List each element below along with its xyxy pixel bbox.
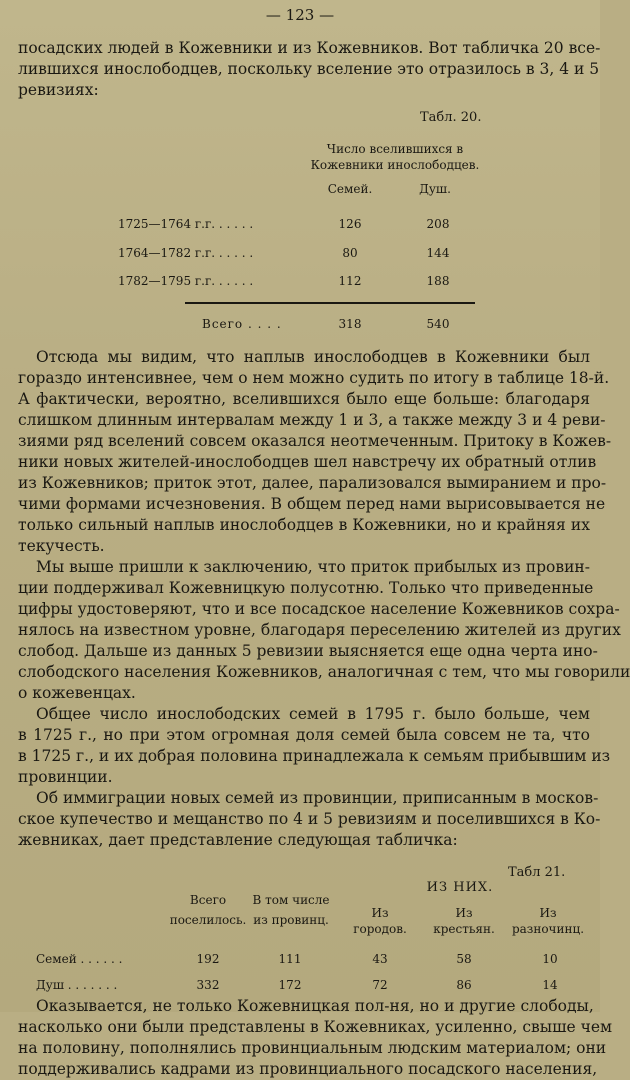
table-21-row-label: Семей . . . . . . (36, 952, 123, 966)
table-21-iz-nih: ИЗ НИХ. (426, 880, 494, 895)
text-line: провинции. (18, 768, 113, 786)
table-20-families: 126 (338, 217, 362, 231)
text-line: чими формами исчезновения. В общем перед нами вырисовывается не (18, 495, 606, 513)
text-line: ское купечество и мещанство по 4 и 5 ревизиям и поселившихся в Ко- (18, 810, 601, 828)
table-21-row-label: Душ . . . . . . . (36, 978, 118, 992)
text-line: насколько они были представлены в Кожевниках, усиленно, свыше чем (18, 1018, 613, 1036)
table-20-label: Табл. 20. (420, 110, 482, 125)
paragraph-3 (18, 557, 630, 704)
table-21-col-peasants: Из (455, 906, 473, 920)
table-20-period: 1725—1764 г.г. . . . . . (118, 217, 254, 231)
page-number: — 123 — (265, 6, 335, 24)
paragraph-5 (18, 788, 601, 851)
table-21-col-prov: из провинц. (253, 913, 329, 927)
table-21-raznoch: 10 (542, 952, 558, 966)
table-21-col-total: Всего (189, 893, 227, 907)
table-21-label: Табл 21. (508, 865, 566, 880)
table-21-peasants: 86 (456, 978, 472, 992)
table-20-families: 112 (338, 274, 362, 288)
paragraph-6 (18, 996, 613, 1078)
table-21-col-raznoch: Из (539, 906, 557, 920)
text-line: А фактически, вероятно, вселившихся было еще больше: благодаря (18, 390, 590, 408)
paragraph-1 (18, 38, 601, 101)
table-21-prov: 111 (278, 952, 302, 966)
text-line: Общее число инослободских семей в 1795 г. было больше, чем (36, 705, 590, 723)
text-line: слободского населения Кожевников, аналогичная с тем, что мы говорили (18, 663, 630, 681)
text-line: ции поддерживал Кожевницкую полусотню. Только что приведенные (18, 579, 594, 597)
paragraph-2 (18, 347, 612, 557)
table-21-raznoch: 14 (542, 978, 558, 992)
table-21-peasants: 58 (456, 952, 472, 966)
table-20-souls: 188 (426, 274, 450, 288)
text-line: Оказывается, не только Кожевницкая пол-ня, но и другие слободы, (36, 997, 594, 1015)
table-21-col-raznoch: разночинц. (511, 922, 585, 936)
table-21-total: 192 (196, 952, 220, 966)
table-20-souls: 144 (426, 246, 450, 260)
table-21-prov: 172 (278, 978, 302, 992)
text-line: поддерживались кадрами из провинциального посадского населения, (18, 1060, 598, 1078)
text-line: только сильный наплыв инослободцев в Кожевники, но и крайняя их (18, 516, 590, 534)
table-21-col-peasants: крестьян. (433, 922, 495, 936)
table-21-col-total: поселилось. (169, 913, 247, 927)
table-20-period: 1764—1782 г.г. . . . . . (118, 246, 254, 260)
text-line: ревизиях: (18, 81, 99, 99)
table-20-col-souls: Душ. (419, 182, 451, 196)
text-line: Об иммиграции новых семей из провинции, приписанным в москов- (36, 789, 599, 807)
table-20-total-label: Всего . . . . (202, 317, 282, 331)
text-line: лившихся инослободцев, поскольку вселение это отразилось в 3, 4 и 5 (18, 60, 600, 78)
text-line: Мы выше пришли к заключению, что приток прибылых из провин- (36, 558, 590, 576)
text-line: в 1725 г., и их добрая половина принадлежала к семьям прибывшим из (18, 747, 611, 765)
text-line: ники новых жителей-инослободцев шел навстречу их обратный отлив (18, 453, 597, 471)
table-21-towns: 43 (372, 952, 388, 966)
text-line: в 1725 г., но при этом огромная доля семей была совсем не та, что (18, 726, 590, 744)
text-line: слобод. Дальше из данных 5 ревизии выясняется еще одна черта ино- (18, 642, 598, 660)
table-20-total-souls: 540 (426, 317, 450, 331)
paragraph-4 (18, 704, 611, 788)
text-line: цифры удостоверяют, что и все посадское население Кожевников сохра- (18, 600, 620, 618)
table-21-col-prov: В том числе (252, 893, 330, 907)
text-line: из Кожевников; приток этот, далее, парализовался вымиранием и про- (18, 474, 607, 492)
text-line: жевниках, дает представление следующая табличка: (18, 831, 458, 849)
text-line: зиями ряд вселений совсем оказался неотмеченным. Притоку в Кожев- (18, 432, 612, 450)
text-line: нялось на известном уровне, благодаря переселению жителей из других (18, 621, 621, 639)
table-20-total-families: 318 (338, 317, 362, 331)
table-20-header-line2: Кожевники инослободцев. (310, 158, 480, 172)
text-line: о кожевенцах. (18, 684, 136, 702)
text-line: на половину, пополнялись провинциальным людским материалом; они (18, 1039, 607, 1057)
table-21-towns: 72 (372, 978, 388, 992)
table-21-col-towns: Из (371, 906, 389, 920)
table-20-header-line1: Число вселившихся в (326, 142, 464, 156)
table-21-col-towns: городов. (353, 922, 407, 936)
table-20-period: 1782—1795 г.г. . . . . . (118, 274, 254, 288)
table-20-rule (185, 302, 475, 304)
text-line: гораздо интенсивнее, чем о нем можно судить по итогу в таблице 18-й. (18, 369, 610, 387)
text-line: Отсюда мы видим, что наплыв инослободцев в Кожевники был (36, 348, 590, 366)
text-line: слишком длинным интервалам между 1 и 3, а также между 3 и 4 реви- (18, 411, 606, 429)
table-20-col-families: Семей. (327, 182, 373, 196)
table-20-families: 80 (342, 246, 358, 260)
text-line: посадских людей в Кожевники и из Кожевников. Вот табличка 20 все- (18, 39, 601, 57)
table-21-total: 332 (196, 978, 220, 992)
table-20-souls: 208 (426, 217, 450, 231)
text-line: текучесть. (18, 537, 105, 555)
